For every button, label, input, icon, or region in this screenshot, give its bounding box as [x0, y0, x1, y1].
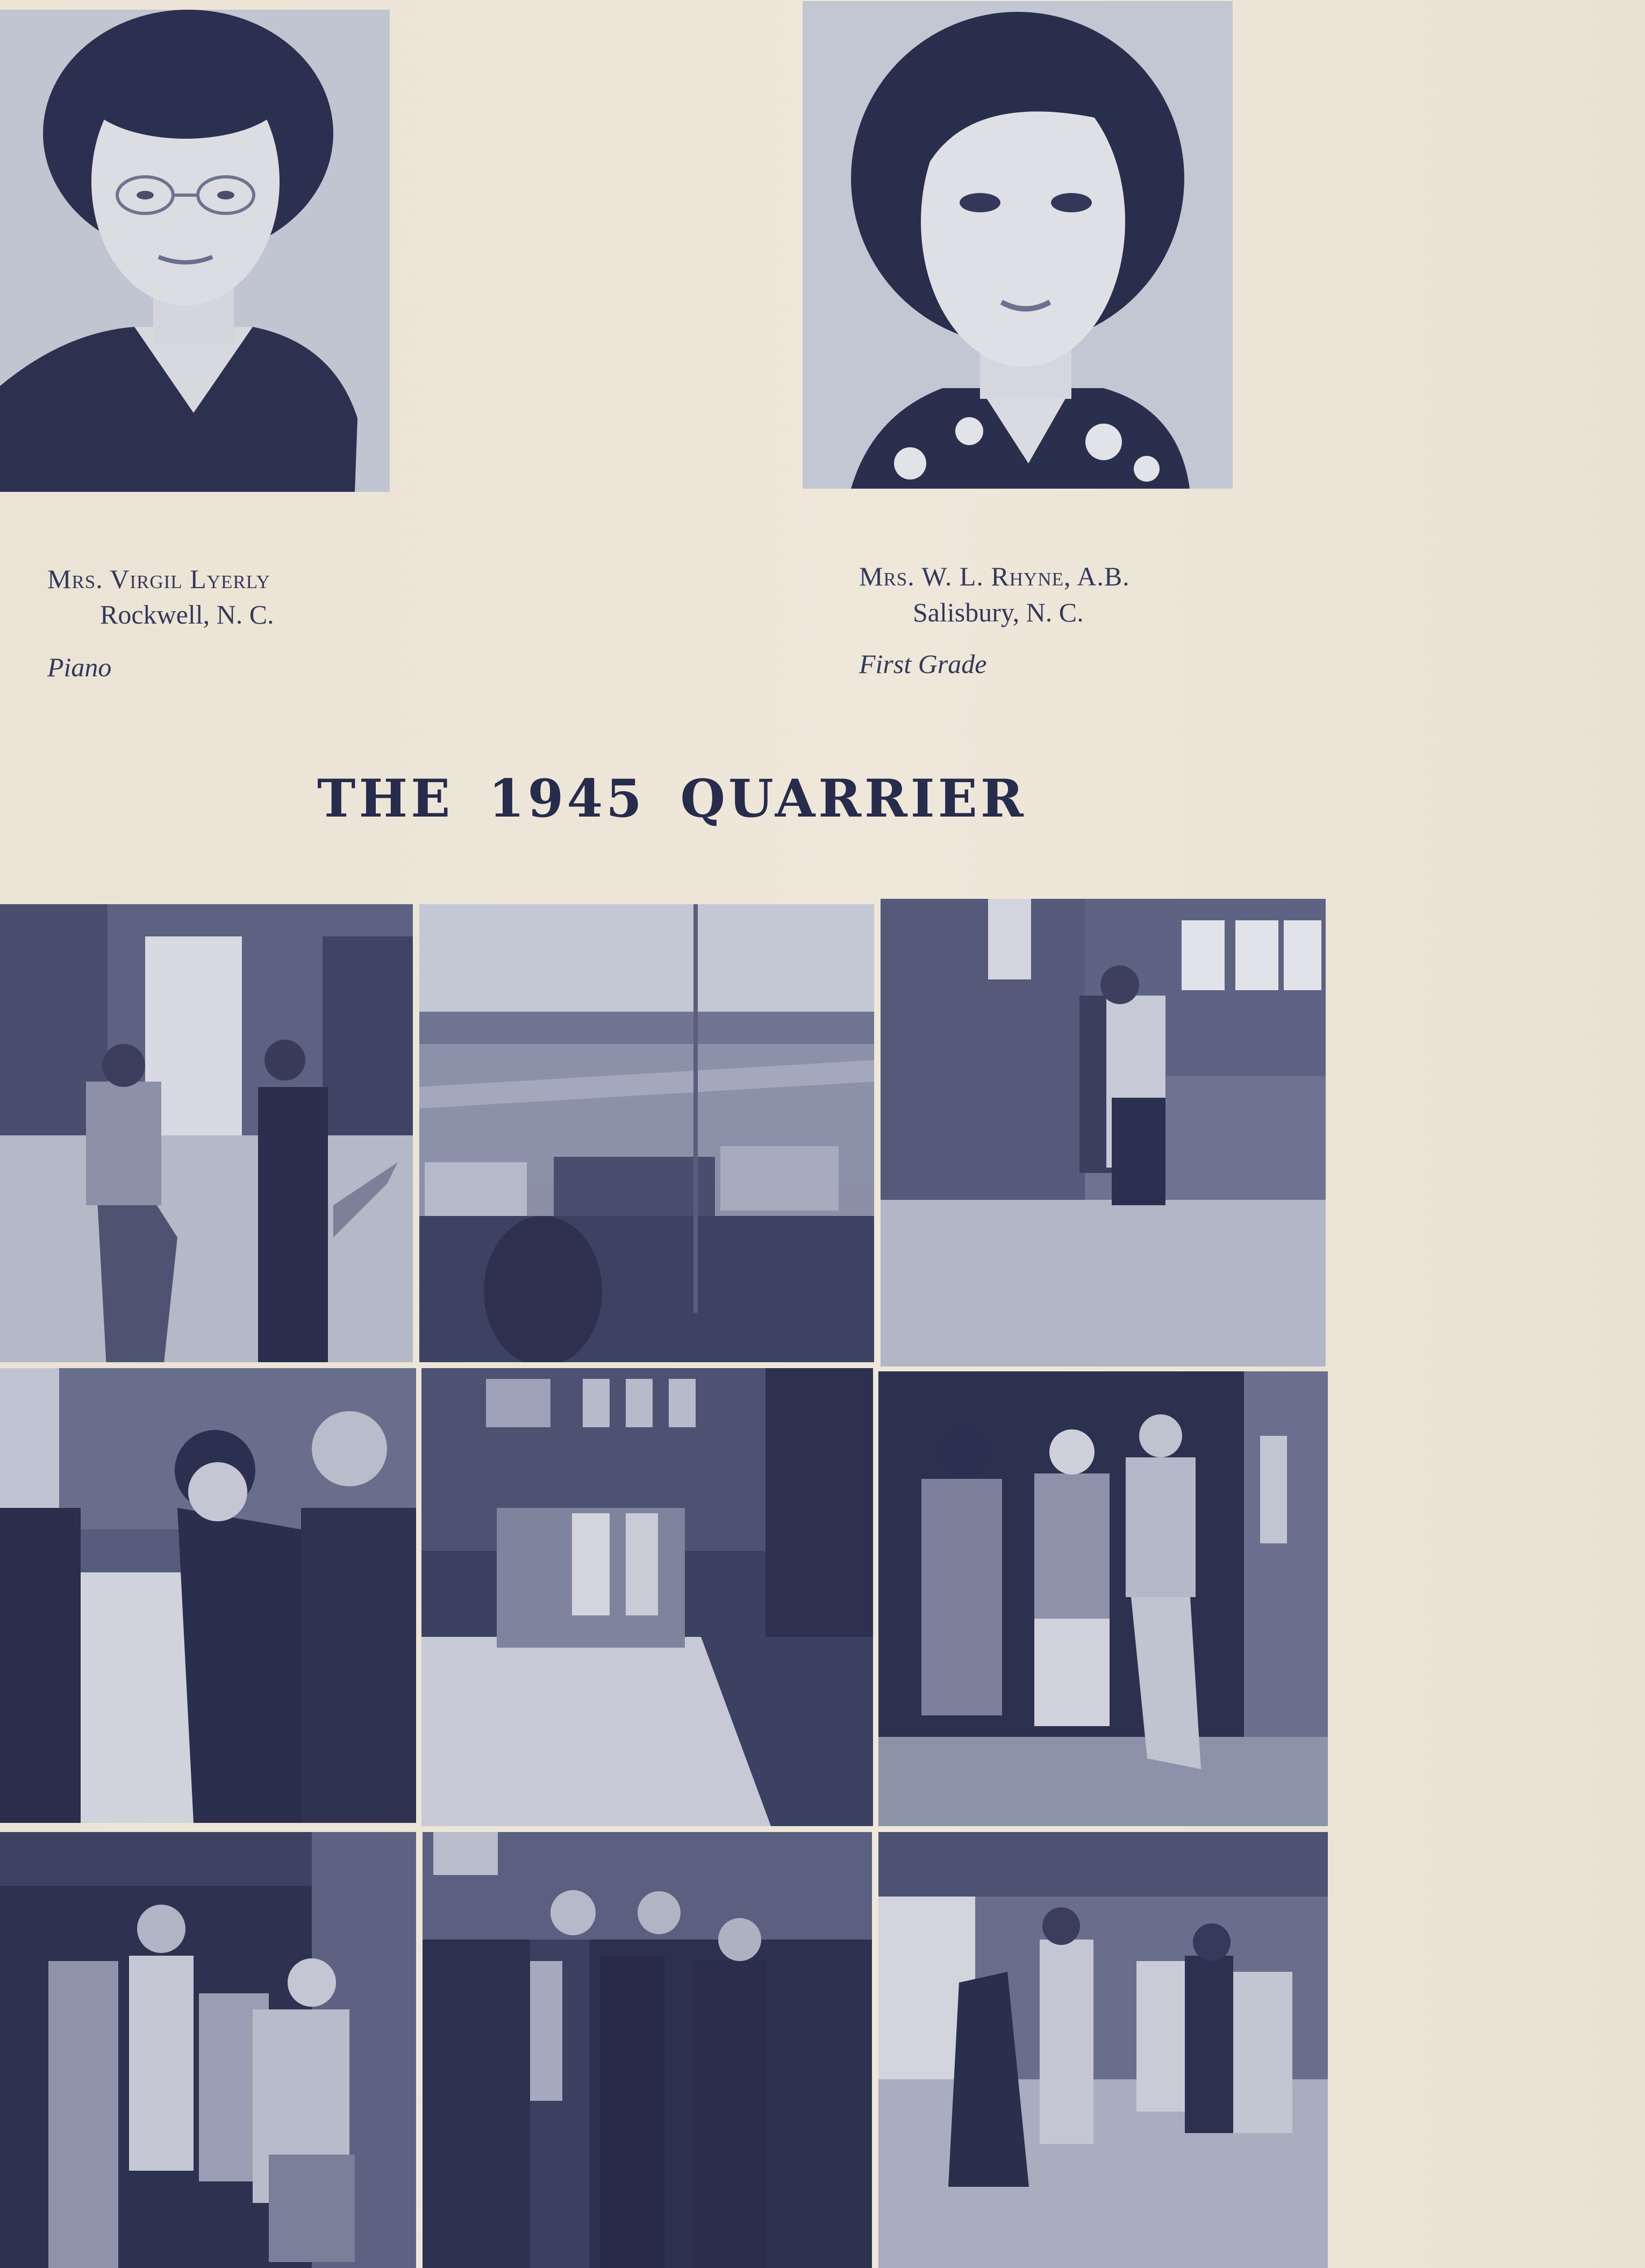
- snapshot-photo-students-on-walkway: [421, 1368, 873, 1826]
- faculty-location-rhyne: Salisbury, N. C.: [913, 597, 1084, 627]
- name-prefix: Mrs.: [47, 564, 103, 594]
- snapshot-photo-students-by-building: [878, 1832, 1328, 2268]
- snapshot-photo-group-of-boys: [423, 1832, 872, 2268]
- snapshot-photo-three-students-doorway: [878, 1371, 1328, 1826]
- snapshot-photo-two-girls-by-wall: [881, 899, 1326, 1366]
- faculty-subject-lyerly: Piano: [47, 652, 112, 682]
- snapshot-photo-boys-laughing: [0, 1368, 416, 1823]
- snapshot-photo-school-buses: [419, 904, 874, 1362]
- portrait-photo-rhyne: [803, 1, 1233, 489]
- snapshot-photo-two-men-talking: [0, 904, 413, 1362]
- faculty-subject-rhyne: First Grade: [859, 649, 987, 679]
- name-text: Virgil Lyerly: [110, 564, 270, 594]
- portrait-photo-lyerly: [0, 10, 390, 492]
- name-prefix: Mrs.: [859, 561, 915, 591]
- name-text: W. L. Rhyne, A.B.: [921, 561, 1130, 591]
- page-title: THE 1945 QUARRIER: [317, 768, 1027, 829]
- faculty-name-lyerly: [47, 566, 270, 592]
- faculty-name-rhyne: [859, 563, 1130, 590]
- snapshot-photo-group-of-girls: [0, 1832, 416, 2268]
- faculty-location-lyerly: Rockwell, N. C.: [100, 599, 274, 629]
